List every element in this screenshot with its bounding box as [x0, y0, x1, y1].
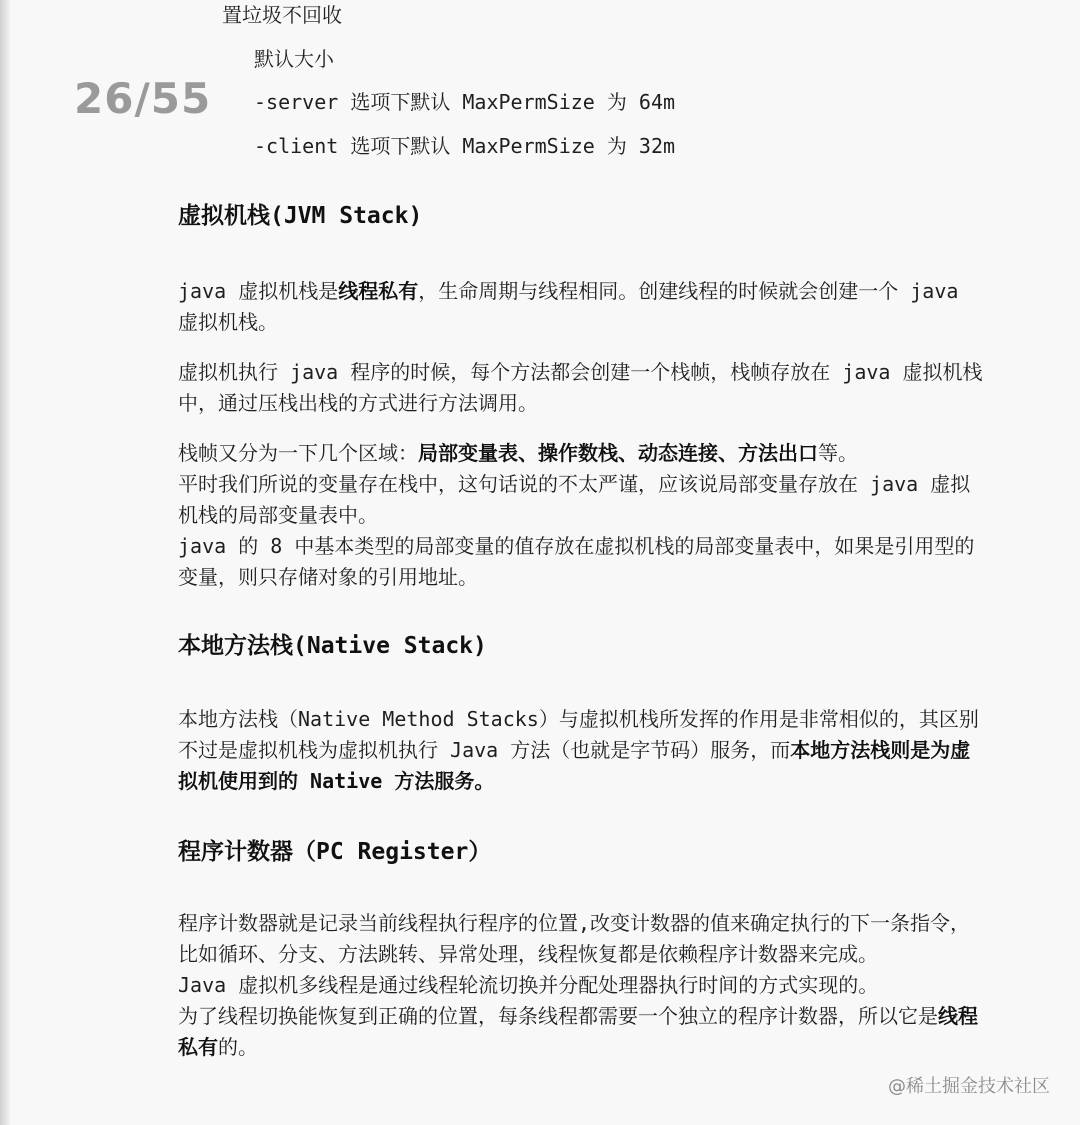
paragraph — [178, 276, 988, 338]
text-span: 本地方法栈（Native Method Stacks）与虚拟机栈所发挥的作用是非常相似的，其区别不过是虚拟机栈为虚拟机执行 Java 方法（也就是字节码）服务，而 — [178, 707, 979, 762]
text-line: 默认大小 — [254, 47, 334, 71]
paragraph-line: 程序计数器就是记录当前线程执行程序的位置,改变计数器的值来确定执行的下一条指令，比如循环、分支、方法跳转、异常处理，线程恢复都是依赖程序计数器来完成。 — [178, 911, 971, 966]
page-counter: 26/55 — [74, 74, 212, 123]
paragraph — [178, 438, 988, 593]
paragraph-line — [178, 1001, 988, 1063]
bold-text: 本地方法栈则是为虚拟机使用到的 Native 方法服务。 — [178, 738, 971, 793]
bold-text: 线程私有 — [178, 1004, 978, 1059]
paragraph-line: java 的 8 中基本类型的局部变量的值存放在虚拟机栈的局部变量表中，如果是引用型的变量，则只存储对象的引用地址。 — [178, 534, 975, 589]
watermark: @稀土掘金技术社区 — [888, 1076, 1050, 1097]
section-heading-pc-register: 程序计数器（PC Register） — [178, 839, 492, 865]
paragraph-line: 平时我们所说的变量存在栈中，这句话说的不太严谨，应该说局部变量存放在 java 虚拟机栈的局部变量表中。 — [178, 472, 971, 527]
text-span: 为了线程切换能恢复到正确的位置，每条线程都需要一个独立的程序计数器，所以它是 — [178, 1004, 938, 1028]
text-line: 置垃圾不回收 — [222, 3, 342, 27]
bold-text: 线程私有 — [338, 279, 419, 303]
page-edge-shadow — [0, 0, 10, 1125]
paragraph — [178, 704, 988, 797]
paragraph-line — [178, 438, 988, 469]
text-span: ，生命周期与线程相同。创建线程的时候就会创建一个 java 虚拟机栈。 — [178, 279, 959, 334]
text-span: 等。 — [818, 441, 858, 465]
section-heading-jvm-stack: 虚拟机栈(JVM Stack) — [178, 203, 423, 229]
text-span: 栈帧又分为一下几个区域： — [178, 441, 418, 465]
paragraph-line: Java 虚拟机多线程是通过线程轮流切换并分配处理器执行时间的方式实现的。 — [178, 973, 879, 997]
paragraph: 虚拟机执行 java 程序的时候，每个方法都会创建一个栈帧，栈帧存放在 java 虚拟机栈中，通过压栈出栈的方式进行方法调用。 — [178, 360, 983, 415]
section-heading-native-stack: 本地方法栈(Native Stack) — [178, 633, 487, 659]
text-span: 的。 — [218, 1035, 258, 1059]
text-line: -client 选项下默认 MaxPermSize 为 32m — [254, 134, 676, 158]
bold-text: 局部变量表、操作数栈、动态连接、方法出口 — [418, 441, 818, 465]
paragraph — [178, 908, 988, 1063]
text-line: -server 选项下默认 MaxPermSize 为 64m — [254, 90, 676, 114]
text-span: java 虚拟机栈是 — [178, 279, 339, 303]
